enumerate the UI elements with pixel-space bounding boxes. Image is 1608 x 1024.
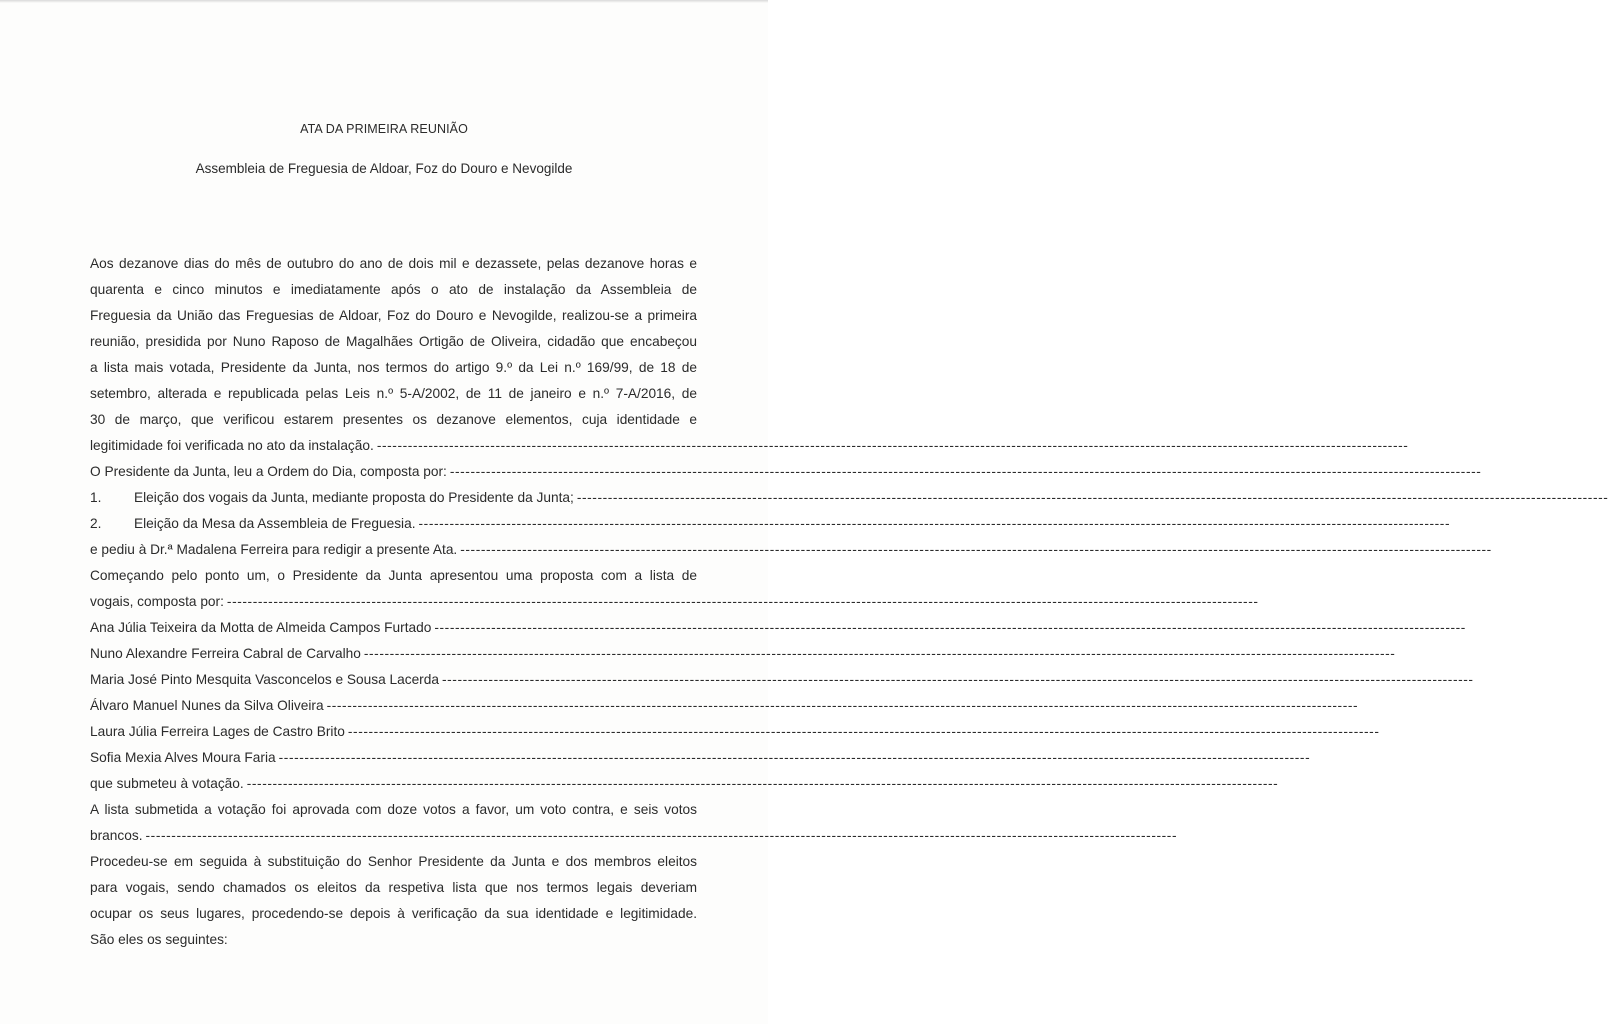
body-line: setembro, alterada e republicada pelas Leis n.º 5-A/2002, de 11 de janeiro e n.º 7-A/2016, de bbox=[90, 386, 697, 401]
body-line-dashed bbox=[90, 433, 1409, 459]
dash-filler: -------------------------------------------------------------------------------------------------------------------------------------------------------------------------------------------------------- bbox=[576, 490, 1608, 505]
body-line: Começando pelo ponto um, o Presidente da Junta apresentou uma proposta com a lista de bbox=[90, 568, 697, 583]
agenda-item-number: 2. bbox=[90, 516, 102, 531]
dash-filler: -------------------------------------------------------------------------------------------------------------------------------------------------------------------------------------------------------- bbox=[278, 750, 1311, 765]
body-line-dashed bbox=[90, 771, 1279, 797]
document-title: ATA DA PRIMEIRA REUNIÃO bbox=[300, 122, 468, 136]
agenda-item-number: 1. bbox=[90, 490, 102, 505]
body-line: 30 de março, que verificou estarem presentes os dezanove elementos, cuja identidade e bbox=[90, 412, 697, 427]
body-line-text: e pediu à Dr.ª Madalena Ferreira para redigir a presente Ata. bbox=[90, 542, 458, 557]
body-line: quarenta e cinco minutos e imediatamente após o ato de instalação da Assembleia de bbox=[90, 282, 697, 297]
dash-filler: -------------------------------------------------------------------------------------------------------------------------------------------------------------------------------------------------------- bbox=[434, 620, 1466, 635]
body-line-text: vogais, composta por: bbox=[90, 594, 224, 609]
vogal-name-line bbox=[90, 615, 1466, 641]
body-line: Procedeu-se em seguida à substituição do Senhor Presidente da Junta e dos membros eleitos bbox=[90, 854, 697, 869]
body-line-text: brancos. bbox=[90, 828, 143, 843]
dash-filler: -------------------------------------------------------------------------------------------------------------------------------------------------------------------------------------------------------- bbox=[441, 672, 1474, 687]
body-line: A lista submetida a votação foi aprovada com doze votos a favor, um voto contra, e seis votos bbox=[90, 802, 697, 817]
vogal-name-line bbox=[90, 745, 1311, 771]
agenda-item bbox=[90, 485, 1608, 511]
dash-filler: -------------------------------------------------------------------------------------------------------------------------------------------------------------------------------------------------------- bbox=[226, 594, 1259, 609]
body-line: a lista mais votada, Presidente da Junta, nos termos do artigo 9.º da Lei n.º 169/99, de 18 de bbox=[90, 360, 697, 375]
vogal-name: Álvaro Manuel Nunes da Silva Oliveira bbox=[90, 698, 324, 713]
vogal-name: Nuno Alexandre Ferreira Cabral de Carvalho bbox=[90, 646, 361, 661]
body-line: Freguesia da União das Freguesias de Aldoar, Foz do Douro e Nevogilde, realizou-se a primeira bbox=[90, 308, 697, 323]
body-line-text: que submeteu à votação. bbox=[90, 776, 244, 791]
vogal-name-line bbox=[90, 719, 1380, 745]
body-line-dashed bbox=[90, 537, 1492, 563]
body-line: ocupar os seus lugares, procedendo-se depois à verificação da sua identidade e legitimidade. bbox=[90, 906, 697, 921]
dash-filler: -------------------------------------------------------------------------------------------------------------------------------------------------------------------------------------------------------- bbox=[449, 464, 1482, 479]
dash-filler: -------------------------------------------------------------------------------------------------------------------------------------------------------------------------------------------------------- bbox=[376, 438, 1409, 453]
body-line-text: O Presidente da Junta, leu a Ordem do Dia, composta por: bbox=[90, 464, 447, 479]
agenda-item-text: Eleição da Mesa da Assembleia de Freguesia. bbox=[134, 516, 416, 531]
body-line-dashed bbox=[90, 823, 1178, 849]
document-body bbox=[90, 251, 1608, 953]
dash-filler: -------------------------------------------------------------------------------------------------------------------------------------------------------------------------------------------------------- bbox=[418, 516, 1451, 531]
dash-filler: -------------------------------------------------------------------------------------------------------------------------------------------------------------------------------------------------------- bbox=[347, 724, 1380, 739]
vogal-name: Laura Júlia Ferreira Lages de Castro Brito bbox=[90, 724, 345, 739]
vogal-name: Maria José Pinto Mesquita Vasconcelos e Sousa Lacerda bbox=[90, 672, 439, 687]
body-line-dashed bbox=[90, 459, 1482, 485]
body-line: São eles os seguintes: bbox=[90, 932, 228, 947]
dash-filler: -------------------------------------------------------------------------------------------------------------------------------------------------------------------------------------------------------- bbox=[326, 698, 1359, 713]
vogal-name: Sofia Mexia Alves Moura Faria bbox=[90, 750, 276, 765]
body-line: reunião, presidida por Nuno Raposo de Magalhães Ortigão de Oliveira, cidadão que encabeçou bbox=[90, 334, 697, 349]
body-line-dashed bbox=[90, 589, 1259, 615]
dash-filler: -------------------------------------------------------------------------------------------------------------------------------------------------------------------------------------------------------- bbox=[460, 542, 1492, 557]
vogal-name: Ana Júlia Teixeira da Motta de Almeida Campos Furtado bbox=[90, 620, 432, 635]
agenda-item-text: Eleição dos vogais da Junta, mediante proposta do Presidente da Junta; bbox=[134, 490, 574, 505]
body-line: Aos dezanove dias do mês de outubro do ano de dois mil e dezassete, pelas dezanove horas e bbox=[90, 256, 697, 271]
scan-edge bbox=[0, 0, 768, 3]
document-subtitle: Assembleia de Freguesia de Aldoar, Foz do Douro e Nevogilde bbox=[195, 161, 573, 176]
body-line-text: legitimidade foi verificada no ato da instalação. bbox=[90, 438, 374, 453]
vogal-name-line bbox=[90, 693, 1359, 719]
dash-filler: -------------------------------------------------------------------------------------------------------------------------------------------------------------------------------------------------------- bbox=[363, 646, 1396, 661]
vogal-name-line bbox=[90, 667, 1474, 693]
agenda-item bbox=[90, 511, 1451, 537]
dash-filler: -------------------------------------------------------------------------------------------------------------------------------------------------------------------------------------------------------- bbox=[246, 776, 1279, 791]
dash-filler: -------------------------------------------------------------------------------------------------------------------------------------------------------------------------------------------------------- bbox=[145, 828, 1178, 843]
body-line: para vogais, sendo chamados os eleitos da respetiva lista que nos termos legais deveriam bbox=[90, 880, 697, 895]
vogal-name-line bbox=[90, 641, 1396, 667]
